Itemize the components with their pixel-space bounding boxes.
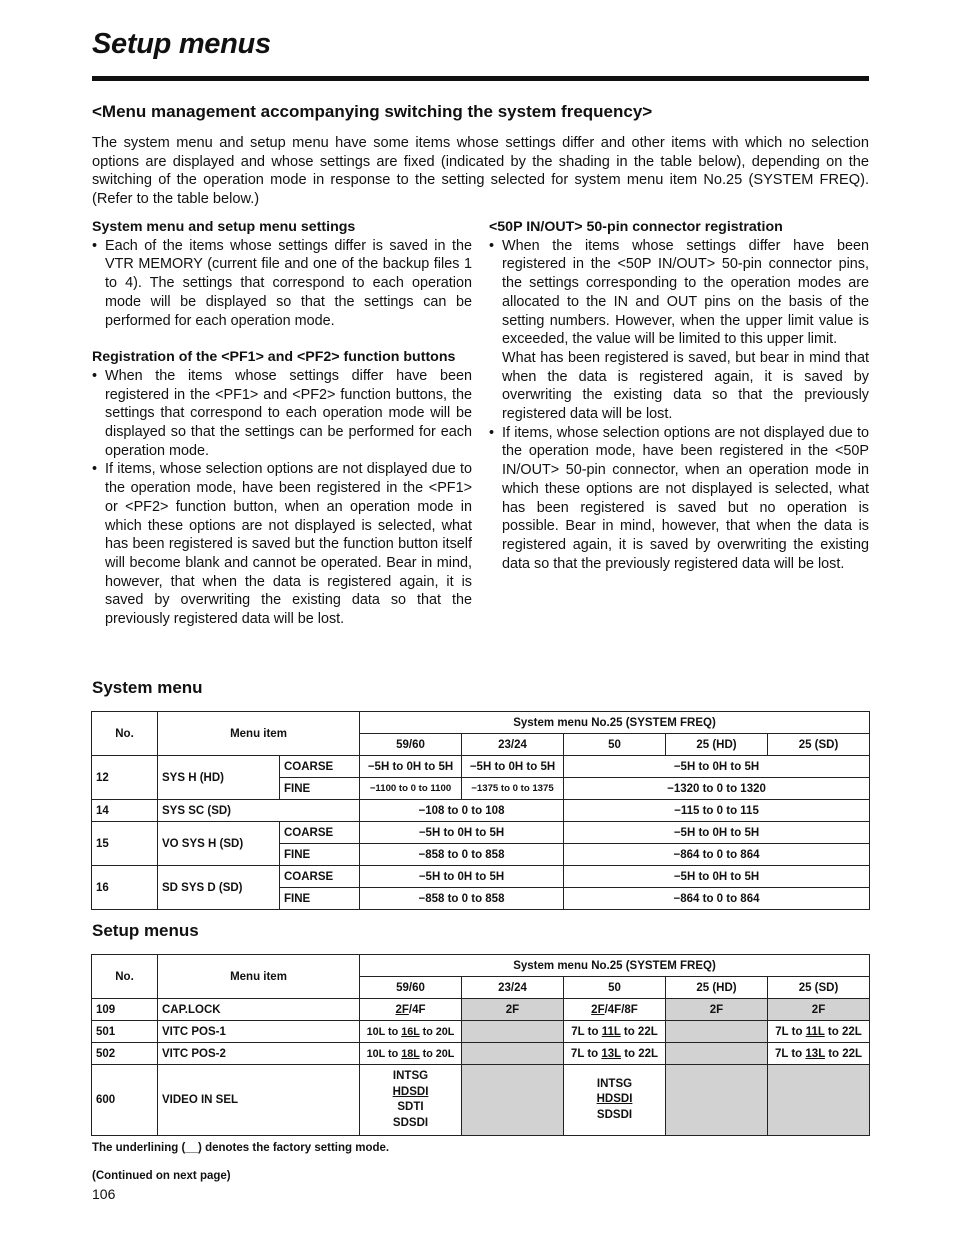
col-system-freq: System menu No.25 (SYSTEM FREQ) [360, 955, 870, 977]
cell-item: SD SYS D (SD) [158, 866, 280, 910]
table-row [92, 822, 870, 844]
cell-sub: FINE [280, 778, 360, 800]
cell-no: 501 [92, 1021, 158, 1043]
cell-text: to 22L [825, 1047, 863, 1060]
cell-item: VIDEO IN SEL [158, 1065, 360, 1136]
col-mode: 23/24 [462, 734, 564, 756]
subheading-pf-buttons: Registration of the <PF1> and <PF2> function buttons [92, 349, 456, 366]
factory-default: 2F [591, 1003, 605, 1016]
col-mode: 50 [564, 734, 666, 756]
option-text: INTSG [596, 1077, 633, 1090]
bullet-settings: • Each of the items whose settings differ is saved in the VTR MEMORY (current file and one of the backup files 1 to 4). The settings that correspond to each operation mode will be displayed so that the settings can be performed for each operation mode. [92, 237, 472, 331]
col-mode: 25 (HD) [666, 734, 768, 756]
cell-value [768, 1021, 870, 1043]
underline-note: The underlining (__) denotes the factory setting mode. [92, 1142, 390, 1154]
cell-text: to 20L [419, 1025, 455, 1038]
cell-value-fixed: 2F [666, 999, 768, 1021]
col-menu-item: Menu item [158, 955, 360, 999]
cell-no: 109 [92, 999, 158, 1021]
cell-shaded [462, 1043, 564, 1065]
cell-sub: FINE [280, 844, 360, 866]
option-text: SDSDI [596, 1108, 633, 1121]
col-mode: 23/24 [462, 977, 564, 999]
cell-text: 7L to [570, 1047, 602, 1060]
cell-shaded [666, 1043, 768, 1065]
cell-value [360, 999, 462, 1021]
cell-value [360, 1043, 462, 1065]
bullet-50pin-registered [489, 237, 869, 349]
option-text: SDTI [397, 1101, 424, 1113]
cell-value: −1100 to 0 to 1100 [360, 778, 462, 800]
cell-text: to 20L [419, 1047, 455, 1060]
factory-default: 11L [805, 1025, 825, 1038]
bullet-pf-not-displayed: • If items, whose selection options are not displayed due to the operation mode, have been registered in the <PF1> or <PF2> function button, when an operation mode in which these options are not displayed is selected, what has been registered is saved but the function button itself will become blank and cannot be operated. Bear in mind, however, that when the data is registered again, it is saved by overwriting the existing data so that the previously registered data will be lost. [92, 460, 472, 628]
cell-value: −115 to 0 to 115 [564, 800, 870, 822]
page-number: 106 [92, 1186, 116, 1202]
subheading-50pin: <50P IN/OUT> 50-pin connector registration [489, 219, 783, 235]
cell-text: 10L to [366, 1047, 402, 1060]
bullet-pf-registered: • When the items whose settings differ have been registered in the <PF1> and <PF2> function buttons, the settings that correspond to each operation mode will be displayed so that the settings can be performed for each operation mode. [92, 367, 472, 461]
cell-text: 7L to [571, 1025, 602, 1038]
cell-value: −5H to 0H to 5H [360, 866, 564, 888]
cell-value: −858 to 0 to 858 [360, 844, 564, 866]
factory-default: 13L [805, 1047, 826, 1060]
table-row [92, 800, 870, 822]
cell-item: SYS H (HD) [158, 756, 280, 800]
section-heading: <Menu management accompanying switching the system frequency> [92, 102, 653, 121]
cell-item: VITC POS-1 [158, 1021, 360, 1043]
cell-text: to 22L [620, 1025, 658, 1038]
table-row [92, 1043, 870, 1065]
bullet-50pin-text: When the items whose settings differ have been registered in the <50P IN/OUT> 50-pin connector pins, the settings corresponding to the operation modes are allocated to the IN and OUT pins on the basis of the setting numbers. However, when the upper limit value is exceeded, the value will be limited to this upper limit. [502, 237, 869, 348]
col-no: No. [92, 712, 158, 756]
continued-note: (Continued on next page) [92, 1170, 231, 1182]
col-mode: 25 (HD) [666, 977, 768, 999]
cell-value [564, 999, 666, 1021]
cell-value [360, 1065, 462, 1136]
cell-item: VITC POS-2 [158, 1043, 360, 1065]
cell-value: −5H to 0H to 5H [564, 866, 870, 888]
cell-text: to 22L [621, 1047, 659, 1060]
cell-text: /4F [408, 1003, 426, 1016]
cell-shaded [462, 1021, 564, 1043]
col-system-freq: System menu No.25 (SYSTEM FREQ) [360, 712, 870, 734]
cell-value: −5H to 0H to 5H [360, 756, 462, 778]
cell-no: 600 [92, 1065, 158, 1136]
table-header-row [92, 712, 870, 734]
factory-default: 2F [395, 1003, 409, 1016]
col-mode: 59/60 [360, 734, 462, 756]
factory-default: 18L [401, 1047, 420, 1060]
factory-default: HDSDI [596, 1093, 633, 1106]
cell-value: −864 to 0 to 864 [564, 844, 870, 866]
cell-value: −5H to 0H to 5H [462, 756, 564, 778]
cell-text: 10L to [366, 1025, 402, 1038]
col-mode: 59/60 [360, 977, 462, 999]
cell-shaded [666, 1021, 768, 1043]
cell-no: 12 [92, 756, 158, 800]
col-mode: 50 [564, 977, 666, 999]
cell-value: −1320 to 0 to 1320 [564, 778, 870, 800]
subheading-settings: System menu and setup menu settings [92, 219, 356, 235]
table-row [92, 999, 870, 1021]
bullet-50pin-not-displayed: • If items, whose selection options are not displayed due to the operation mode, have been registered in the <50P IN/OUT> 50-pin connector, when an operation mode in which these options are not displayed is selected, what has been registered is saved but no operation is possible. Bear in mind, however, that when the data is registered again, it is saved by overwriting the existing data so that the previously registered data will be lost. [489, 424, 869, 574]
system-menu-heading: System menu [92, 678, 203, 697]
cell-text: 7L to [775, 1025, 806, 1038]
system-menu-table [91, 711, 870, 910]
factory-default: 11L [601, 1025, 621, 1038]
cell-value: −864 to 0 to 864 [564, 888, 870, 910]
cell-value [768, 1043, 870, 1065]
cell-no: 502 [92, 1043, 158, 1065]
cell-item: CAP.LOCK [158, 999, 360, 1021]
col-menu-item: Menu item [158, 712, 360, 756]
option-text: INTSG [392, 1070, 429, 1082]
cell-value [564, 1065, 666, 1136]
factory-default: 16L [401, 1025, 420, 1038]
title-rule [92, 76, 869, 81]
setup-menus-table [91, 954, 870, 1136]
cell-value: −5H to 0H to 5H [564, 756, 870, 778]
cell-no: 15 [92, 822, 158, 866]
right-column [489, 218, 869, 573]
cell-shaded [768, 1065, 870, 1136]
intro-paragraph: The system menu and setup menu have some items whose settings differ and other items with which no selection options are displayed and whose settings are fixed (indicated by the shading in the table below), depending on the switching of the operation mode in response to the setting selected for system menu item No.25 (SYSTEM FREQ). (Refer to the table below.) [92, 135, 869, 208]
cell-sub: COARSE [280, 866, 360, 888]
page-title: Setup menus [92, 28, 271, 60]
col-mode: 25 (SD) [768, 734, 870, 756]
cell-item: VO SYS H (SD) [158, 822, 280, 866]
col-mode: 25 (SD) [768, 977, 870, 999]
cell-value [564, 1021, 666, 1043]
cell-value [564, 1043, 666, 1065]
cell-value-fixed: 2F [462, 999, 564, 1021]
cell-no: 14 [92, 800, 158, 822]
cell-text: to 22L [824, 1025, 862, 1038]
table-row [92, 756, 870, 778]
cell-text: 7L to [774, 1047, 806, 1060]
cell-value [360, 1021, 462, 1043]
cell-sub: COARSE [280, 756, 360, 778]
cell-sub: COARSE [280, 822, 360, 844]
cell-value: −5H to 0H to 5H [564, 822, 870, 844]
col-no: No. [92, 955, 158, 999]
cell-value: −858 to 0 to 858 [360, 888, 564, 910]
cell-value: −1375 to 0 to 1375 [462, 778, 564, 800]
cell-item: SYS SC (SD) [158, 800, 360, 822]
cell-value: −108 to 0 to 108 [360, 800, 564, 822]
cell-value: −5H to 0H to 5H [360, 822, 564, 844]
cell-shaded [462, 1065, 564, 1136]
cell-value-fixed: 2F [768, 999, 870, 1021]
option-text: SDSDI [392, 1116, 429, 1129]
left-column [92, 218, 472, 629]
factory-default: 13L [601, 1047, 621, 1060]
table-row [92, 866, 870, 888]
table-row [92, 1065, 870, 1136]
cell-text: /4F/8F [604, 1003, 638, 1016]
setup-menus-heading: Setup menus [92, 921, 199, 940]
cell-shaded [666, 1065, 768, 1136]
cell-no: 16 [92, 866, 158, 910]
cell-sub: FINE [280, 888, 360, 910]
table-row [92, 1021, 870, 1043]
table-header-row [92, 955, 870, 977]
bullet-50pin-continued: What has been registered is saved, but bear in mind that when the data is registered again, it is saved by overwriting the existing data so that the previously registered data will be lost. [502, 349, 869, 423]
factory-default: HDSDI [392, 1085, 429, 1098]
